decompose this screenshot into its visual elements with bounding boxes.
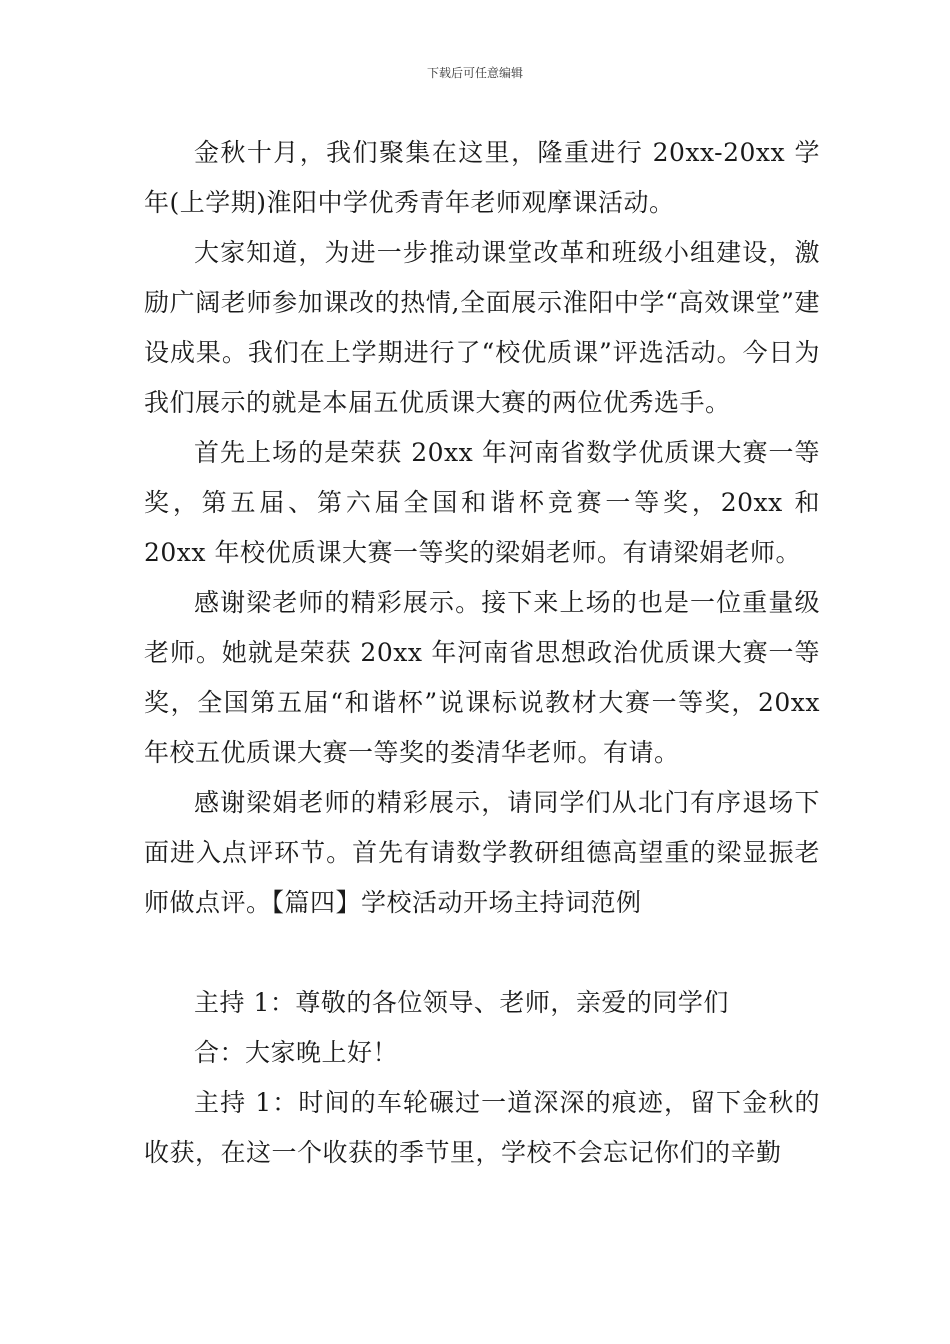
blank-line <box>144 928 820 978</box>
dialogue-line: 合：大家晚上好！ <box>194 1038 399 1067</box>
paragraph-first-teacher: 首先上场的是荣获 20xx 年河南省数学优质课大赛一等奖，第五届、第六届全国和谐杯竞赛一等奖，20xx 和 20xx 年校优质课大赛一等奖的梁娟老师。有请梁娟老师。 <box>144 438 820 567</box>
dialogue-line: 主持 1：时间的车轮碾过一道深深的痕迹，留下金秋的收获，在这一个收获的季节里，学校不会忘记你们的辛勤 <box>144 1088 820 1167</box>
paragraph-review-section: 感谢梁娟老师的精彩展示，请同学们从北门有序退场下面进入点评环节。首先有请数学教研组德高望重的梁显振老师做点评。【篇四】学校活动开场主持词范例 <box>144 788 820 917</box>
page-header-note: 下载后可任意编辑 <box>426 66 523 80</box>
paragraph-opening: 金秋十月，我们聚集在这里，隆重进行 20xx-20xx 学年(上学期)淮阳中学优秀青年老师观摩课活动。 <box>144 138 820 217</box>
dialogue-line: 主持 1：尊敬的各位领导、老师，亲爱的同学们 <box>194 988 729 1017</box>
paragraph-background: 大家知道，为进一步推动课堂改革和班级小组建设，激励广阔老师参加课改的热情,全面展示淮阳中学“高效课堂”建设成果。我们在上学期进行了“校优质课”评选活动。今日为我们展示的就是本届五优质课大赛的两位优秀选手。 <box>144 238 820 417</box>
paragraph-second-teacher: 感谢梁老师的精彩展示。接下来上场的也是一位重量级老师。她就是荣获 20xx 年河南省思想政治优质课大赛一等奖，全国第五届“和谐杯”说课标说教材大赛一等奖，20xx 年校五优质课大赛一等奖的娄清华老师。有请。 <box>144 588 820 767</box>
document-body <box>144 128 820 1178</box>
